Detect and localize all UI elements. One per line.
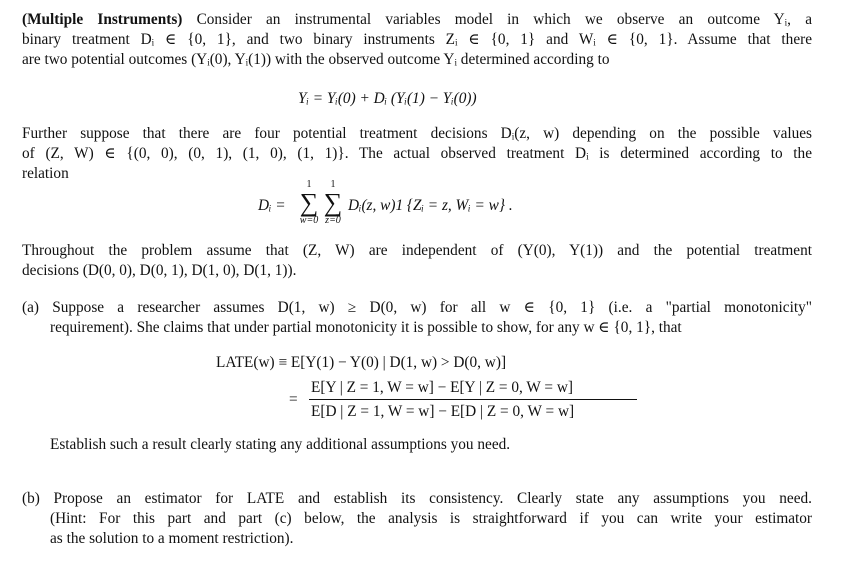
sum-w-sign: ∑ — [299, 188, 319, 217]
late-definition: LATE(w) ≡ E[Y(1) − Y(0) | D(1, w) > D(0, w)] — [216, 354, 507, 371]
sum-w-lower: w=0 — [299, 215, 319, 226]
sum-z-upper: 1 — [330, 179, 336, 190]
wald-numerator: E[Y | Z = 1, W = w] − E[Y | Z = 0, W = w] — [311, 379, 573, 396]
treatment-equation-lhs: Dᵢ = — [258, 197, 286, 214]
late-equals-sign: = — [289, 391, 298, 408]
wald-denominator: E[D | Z = 1, W = w] − E[D | Z = 0, W = w] — [311, 403, 575, 420]
part-a-closing: Establish such a result clearly stating any additional assumptions you need. — [50, 436, 511, 453]
intro-line-3: are two potential outcomes (Yᵢ(0), Yᵢ(1)) with the observed outcome Yᵢ determined according to — [22, 51, 610, 68]
part-b-line-1: (b) Propose an estimator for LATE and establish its consistency. Clearly state any assumptions you need. — [22, 490, 812, 507]
intro-line-1-text: Consider an instrumental variables model in which we observe an outcome Yᵢ, a — [196, 11, 812, 28]
sum-w-upper: 1 — [306, 179, 312, 190]
fraction-bar — [309, 399, 637, 400]
sum-over-z — [322, 180, 344, 226]
para3-line-2: decisions (D(0, 0), D(0, 1), D(1, 0), D(1, 1)). — [22, 262, 297, 279]
para2-line-3: relation — [22, 165, 69, 182]
outcome-equation: Yᵢ = Yᵢ(0) + Dᵢ (Yᵢ(1) − Yᵢ(0)) — [298, 90, 477, 107]
part-a-line-2: requirement). She claims that under partial monotonicity it is possible to show, for any w ∈ {0, 1}, that — [50, 319, 682, 336]
para2-line-1: Further suppose that there are four potential treatment decisions Dᵢ(z, w) depending on the possible values — [22, 125, 812, 142]
para3-line-1: Throughout the problem assume that (Z, W) are independent of (Y(0), Y(1)) and the potential treatment — [22, 242, 812, 259]
part-b-line-3: as the solution to a moment restriction). — [50, 530, 294, 547]
intro-line-1 — [22, 10, 812, 30]
intro-line-2: binary treatment Dᵢ ∈ {0, 1}, and two binary instruments Zᵢ ∈ {0, 1} and Wᵢ ∈ {0, 1}. Assume that there — [22, 31, 812, 48]
sum-z-lower: z=0 — [325, 215, 341, 226]
sum-over-w — [298, 180, 320, 226]
sum-z-sign: ∑ — [323, 188, 343, 217]
treatment-equation-body: Dᵢ(z, w)1 {Zᵢ = z, Wᵢ = w} . — [348, 197, 513, 214]
part-a-line-1: (a) Suppose a researcher assumes D(1, w) ≥ D(0, w) for all w ∈ {0, 1} (i.e. a "partial monotonicity" — [22, 299, 812, 316]
part-b-line-2: (Hint: For this part and part (c) below, the analysis is straightforward if you can write your estimator — [50, 510, 812, 527]
para2-line-2: of (Z, W) ∈ {(0, 0), (0, 1), (1, 0), (1, 1)}. The actual observed treatment Dᵢ is determined according to the — [22, 145, 812, 162]
problem-title: (Multiple Instruments) — [22, 11, 183, 28]
